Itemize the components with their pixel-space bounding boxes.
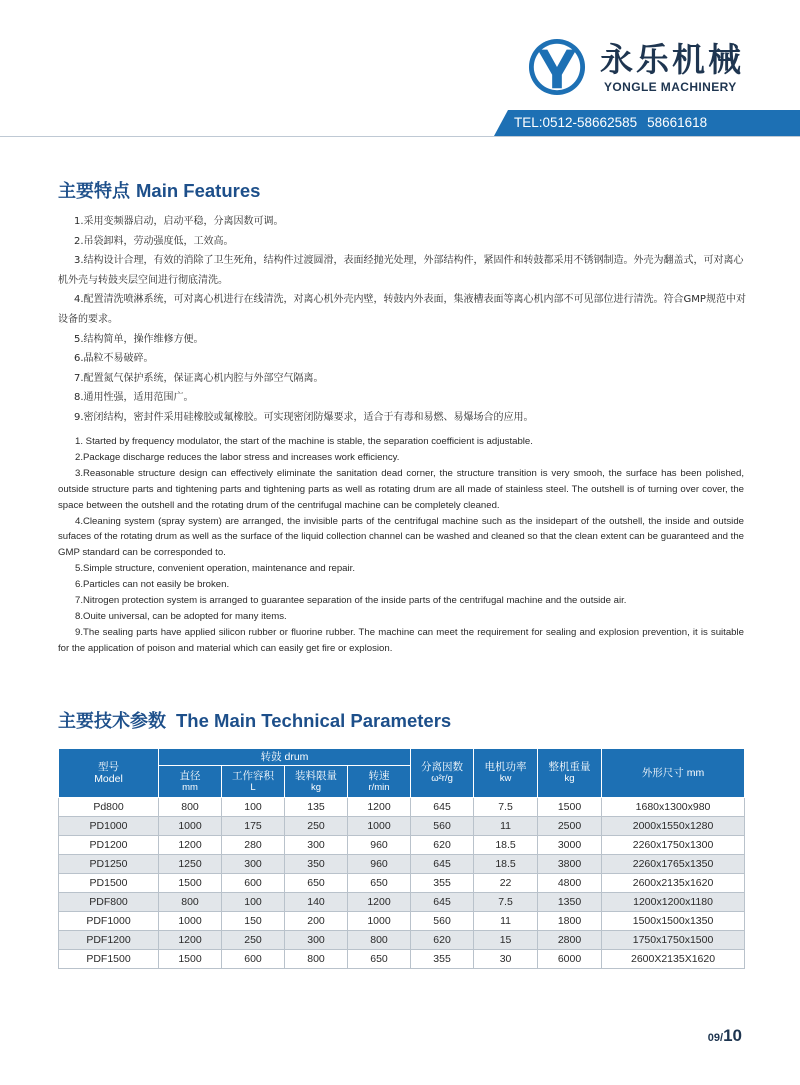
cell-dimensions: 1680x1300x980 bbox=[602, 798, 745, 817]
yongle-logo-icon bbox=[528, 38, 586, 96]
col-header-diameter-cn: 直径 bbox=[179, 769, 201, 782]
table-row bbox=[59, 836, 745, 855]
col-header-volume bbox=[222, 766, 285, 798]
cell-factor: 645 bbox=[411, 798, 474, 817]
feature-en-item: 3.Reasonable structure design can effectively eliminate the sanitation dead corner, the structure transition is very smooh, the surface has been polished, outside structure parts and tightening parts and tightening parts as well as rotating drum are all made of stainless steel. The outshell is of turning over cover, the space between the outshell and the rotating drum of the centrifugal machine can be completely cleaned. bbox=[58, 467, 744, 511]
header-divider bbox=[0, 136, 800, 137]
col-header-volume-cn: 工作容积 bbox=[232, 769, 274, 782]
col-header-load-unit: kg bbox=[310, 781, 322, 793]
cell-diameter: 1000 bbox=[159, 817, 222, 836]
cell-speed: 1200 bbox=[348, 798, 411, 817]
features-en-list bbox=[58, 434, 744, 657]
feature-en-item: 1. Started by frequency modulator, the start of the machine is stable, the separation coefficient is adjustable. bbox=[75, 436, 533, 447]
feature-cn-item: 9.密闭结构，密封件采用硅橡胶或氟橡胶。可实现密闭防爆要求，适合于有毒和易燃、易爆场合的应用。 bbox=[74, 411, 534, 423]
col-header-power bbox=[474, 749, 538, 798]
cell-factor: 645 bbox=[411, 855, 474, 874]
col-header-load bbox=[285, 766, 348, 798]
params-heading bbox=[58, 707, 451, 733]
cell-speed: 650 bbox=[348, 874, 411, 893]
features-cn-list bbox=[58, 212, 748, 428]
col-header-factor bbox=[411, 749, 474, 798]
page-number-next: 10 bbox=[723, 1026, 742, 1045]
parameters-table bbox=[58, 748, 745, 969]
cell-load: 200 bbox=[285, 912, 348, 931]
cell-load: 300 bbox=[285, 836, 348, 855]
table-row bbox=[59, 931, 745, 950]
cell-speed: 650 bbox=[348, 950, 411, 969]
cell-dimensions: 1750x1750x1500 bbox=[602, 931, 745, 950]
table-row bbox=[59, 874, 745, 893]
cell-volume: 250 bbox=[222, 931, 285, 950]
cell-dimensions: 2600x2135x1620 bbox=[602, 874, 745, 893]
col-header-diameter bbox=[159, 766, 222, 798]
col-header-load-cn: 装料限量 bbox=[295, 769, 337, 782]
cell-model: PD1200 bbox=[59, 836, 159, 855]
cell-diameter: 800 bbox=[159, 798, 222, 817]
cell-model: PD1250 bbox=[59, 855, 159, 874]
features-heading-en: Main Features bbox=[136, 180, 261, 201]
feature-cn-item: 8.通用性强，适用范围广。 bbox=[74, 392, 194, 404]
col-header-speed-cn: 转速 bbox=[368, 769, 390, 782]
cell-volume: 100 bbox=[222, 893, 285, 912]
cell-diameter: 1500 bbox=[159, 950, 222, 969]
cell-weight: 2800 bbox=[538, 931, 602, 950]
cell-dimensions: 1200x1200x1180 bbox=[602, 893, 745, 912]
cell-factor: 645 bbox=[411, 893, 474, 912]
feature-en-item: 4.Cleaning system (spray system) are arranged, the invisible parts of the centrifugal machine such as the insidepart of the outshell, the inside and outside sufaces of the rotating drum as well as the surface of the liquid collection channel can be washed and cleaned so that the clean extent can be guaranteed and the GMP standard can be corresponded to. bbox=[58, 515, 744, 559]
cell-weight: 3800 bbox=[538, 855, 602, 874]
feature-cn-item: 7.配置氮气保护系统，保证离心机内腔与外部空气隔离。 bbox=[74, 372, 324, 384]
cell-volume: 280 bbox=[222, 836, 285, 855]
cell-diameter: 1200 bbox=[159, 931, 222, 950]
features-heading-cn: 主要特点 bbox=[58, 181, 130, 202]
cell-model: PD1500 bbox=[59, 874, 159, 893]
cell-load: 650 bbox=[285, 874, 348, 893]
col-header-drum: 转鼓 drum bbox=[159, 749, 411, 766]
table-row bbox=[59, 817, 745, 836]
params-heading-cn: 主要技术参数 bbox=[58, 711, 166, 732]
table-row bbox=[59, 855, 745, 874]
cell-power: 7.5 bbox=[474, 798, 538, 817]
cell-factor: 355 bbox=[411, 950, 474, 969]
tel-primary: TEL:0512-58662585 bbox=[514, 115, 638, 130]
cell-power: 30 bbox=[474, 950, 538, 969]
feature-en-item: 6.Particles can not easily be broken. bbox=[75, 579, 230, 591]
cell-factor: 560 bbox=[411, 912, 474, 931]
col-header-weight-unit: kg bbox=[564, 773, 575, 784]
feature-cn-item: 2.吊袋卸料，劳动强度低，工效高。 bbox=[74, 235, 234, 247]
cell-speed: 960 bbox=[348, 855, 411, 874]
cell-diameter: 1000 bbox=[159, 912, 222, 931]
cell-model: PDF800 bbox=[59, 893, 159, 912]
cell-power: 15 bbox=[474, 931, 538, 950]
col-header-weight-cn: 整机重量 bbox=[548, 761, 591, 773]
cell-weight: 1500 bbox=[538, 798, 602, 817]
feature-cn-item: 4.配置清洗喷淋系统，可对离心机进行在线清洗，对离心机外壳内壁，转鼓内外表面，集液槽表面等离心机内部不可见部位进行清洗。符合GMP规范中对设备的要求。 bbox=[58, 294, 746, 325]
cell-diameter: 800 bbox=[159, 893, 222, 912]
feature-en-item: 5.Simple structure, convenient operation, maintenance and repair. bbox=[75, 563, 355, 575]
tel-secondary: 58661618 bbox=[647, 115, 708, 130]
cell-factor: 620 bbox=[411, 836, 474, 855]
col-header-model-cn: 型号 bbox=[98, 761, 119, 773]
page-number bbox=[708, 1026, 742, 1046]
feature-en-item: 7.Nitrogen protection system is arranged to guarantee separation of the inside parts of the centrifugal machine and the outside air. bbox=[75, 595, 627, 607]
cell-load: 140 bbox=[285, 893, 348, 912]
cell-model: PD1000 bbox=[59, 817, 159, 836]
cell-volume: 600 bbox=[222, 950, 285, 969]
cell-dimensions: 2260x1750x1300 bbox=[602, 836, 745, 855]
cell-diameter: 1500 bbox=[159, 874, 222, 893]
cell-model: PDF1000 bbox=[59, 912, 159, 931]
col-header-model bbox=[59, 749, 159, 798]
table-row bbox=[59, 912, 745, 931]
cell-speed: 1000 bbox=[348, 912, 411, 931]
feature-cn-item: 6.晶粒不易破碎。 bbox=[74, 353, 154, 365]
cell-dimensions: 2600X2135X1620 bbox=[602, 950, 745, 969]
cell-model: Pd800 bbox=[59, 798, 159, 817]
feature-cn-item: 5.结构简单，操作维修方便。 bbox=[74, 333, 204, 345]
col-header-factor-unit: ω²r/g bbox=[431, 773, 453, 784]
cell-factor: 620 bbox=[411, 931, 474, 950]
cell-power: 11 bbox=[474, 912, 538, 931]
table-row bbox=[59, 798, 745, 817]
cell-load: 350 bbox=[285, 855, 348, 874]
cell-diameter: 1200 bbox=[159, 836, 222, 855]
cell-volume: 100 bbox=[222, 798, 285, 817]
cell-power: 11 bbox=[474, 817, 538, 836]
cell-dimensions: 2000x1550x1280 bbox=[602, 817, 745, 836]
table-row bbox=[59, 893, 745, 912]
cell-weight: 1350 bbox=[538, 893, 602, 912]
cell-dimensions: 2260x1765x1350 bbox=[602, 855, 745, 874]
cell-speed: 1000 bbox=[348, 817, 411, 836]
cell-power: 18.5 bbox=[474, 836, 538, 855]
cell-weight: 6000 bbox=[538, 950, 602, 969]
col-header-model-en: Model bbox=[94, 773, 123, 785]
feature-en-item: 2.Package discharge reduces the labor stress and increases work efficiency. bbox=[75, 451, 400, 463]
cell-volume: 600 bbox=[222, 874, 285, 893]
cell-model: PDF1500 bbox=[59, 950, 159, 969]
cell-power: 18.5 bbox=[474, 855, 538, 874]
cell-power: 7.5 bbox=[474, 893, 538, 912]
brand-name-cn: 永乐机械 bbox=[600, 40, 744, 79]
col-header-dimensions: 外形尺寸 mm bbox=[602, 749, 745, 798]
col-header-weight bbox=[538, 749, 602, 798]
feature-cn-item: 3.结构设计合理，有效的消除了卫生死角，结构件过渡圆滑，表面经抛光处理，外部结构件，紧固件和转鼓都采用不锈钢制造。外壳为翻盖式，可对离心机外壳与转鼓夹层空间进行彻底清洗。 bbox=[58, 255, 744, 286]
cell-factor: 355 bbox=[411, 874, 474, 893]
col-header-speed bbox=[348, 766, 411, 798]
features-heading bbox=[58, 177, 260, 203]
params-heading-en: The Main Technical Parameters bbox=[176, 710, 452, 731]
cell-dimensions: 1500x1500x1350 bbox=[602, 912, 745, 931]
col-header-diameter-unit: mm bbox=[182, 781, 198, 793]
cell-weight: 3000 bbox=[538, 836, 602, 855]
cell-volume: 175 bbox=[222, 817, 285, 836]
cell-speed: 800 bbox=[348, 931, 411, 950]
tel-numbers bbox=[514, 113, 707, 133]
cell-speed: 1200 bbox=[348, 893, 411, 912]
cell-volume: 300 bbox=[222, 855, 285, 874]
cell-diameter: 1250 bbox=[159, 855, 222, 874]
cell-load: 300 bbox=[285, 931, 348, 950]
cell-load: 250 bbox=[285, 817, 348, 836]
cell-weight: 4800 bbox=[538, 874, 602, 893]
col-header-volume-unit: L bbox=[250, 781, 256, 793]
col-header-power-cn: 电机功率 bbox=[484, 761, 527, 773]
col-header-power-unit: kw bbox=[499, 773, 512, 784]
table-row bbox=[59, 950, 745, 969]
cell-volume: 150 bbox=[222, 912, 285, 931]
cell-load: 800 bbox=[285, 950, 348, 969]
feature-en-item: 8.Ouite universal, can be adopted for many items. bbox=[75, 610, 287, 622]
cell-model: PDF1200 bbox=[59, 931, 159, 950]
col-header-factor-cn: 分离因数 bbox=[421, 761, 464, 773]
col-header-speed-unit: r/min bbox=[368, 781, 390, 793]
cell-power: 22 bbox=[474, 874, 538, 893]
page-number-current: 09/ bbox=[707, 1032, 724, 1044]
cell-speed: 960 bbox=[348, 836, 411, 855]
cell-weight: 2500 bbox=[538, 817, 602, 836]
feature-cn-item: 1.采用变频器启动，启动平稳，分离因数可调。 bbox=[74, 216, 284, 227]
cell-load: 135 bbox=[285, 798, 348, 817]
brand-name-en: YONGLE MACHINERY bbox=[604, 80, 737, 94]
cell-weight: 1800 bbox=[538, 912, 602, 931]
cell-factor: 560 bbox=[411, 817, 474, 836]
feature-en-item: 9.The sealing parts have applied silicon rubber or fluorine rubber. The machine can meet the requirement for sealing and explosion prevention, it is suitable for the application of poison and material which can easily get fire or explosion. bbox=[58, 626, 744, 654]
